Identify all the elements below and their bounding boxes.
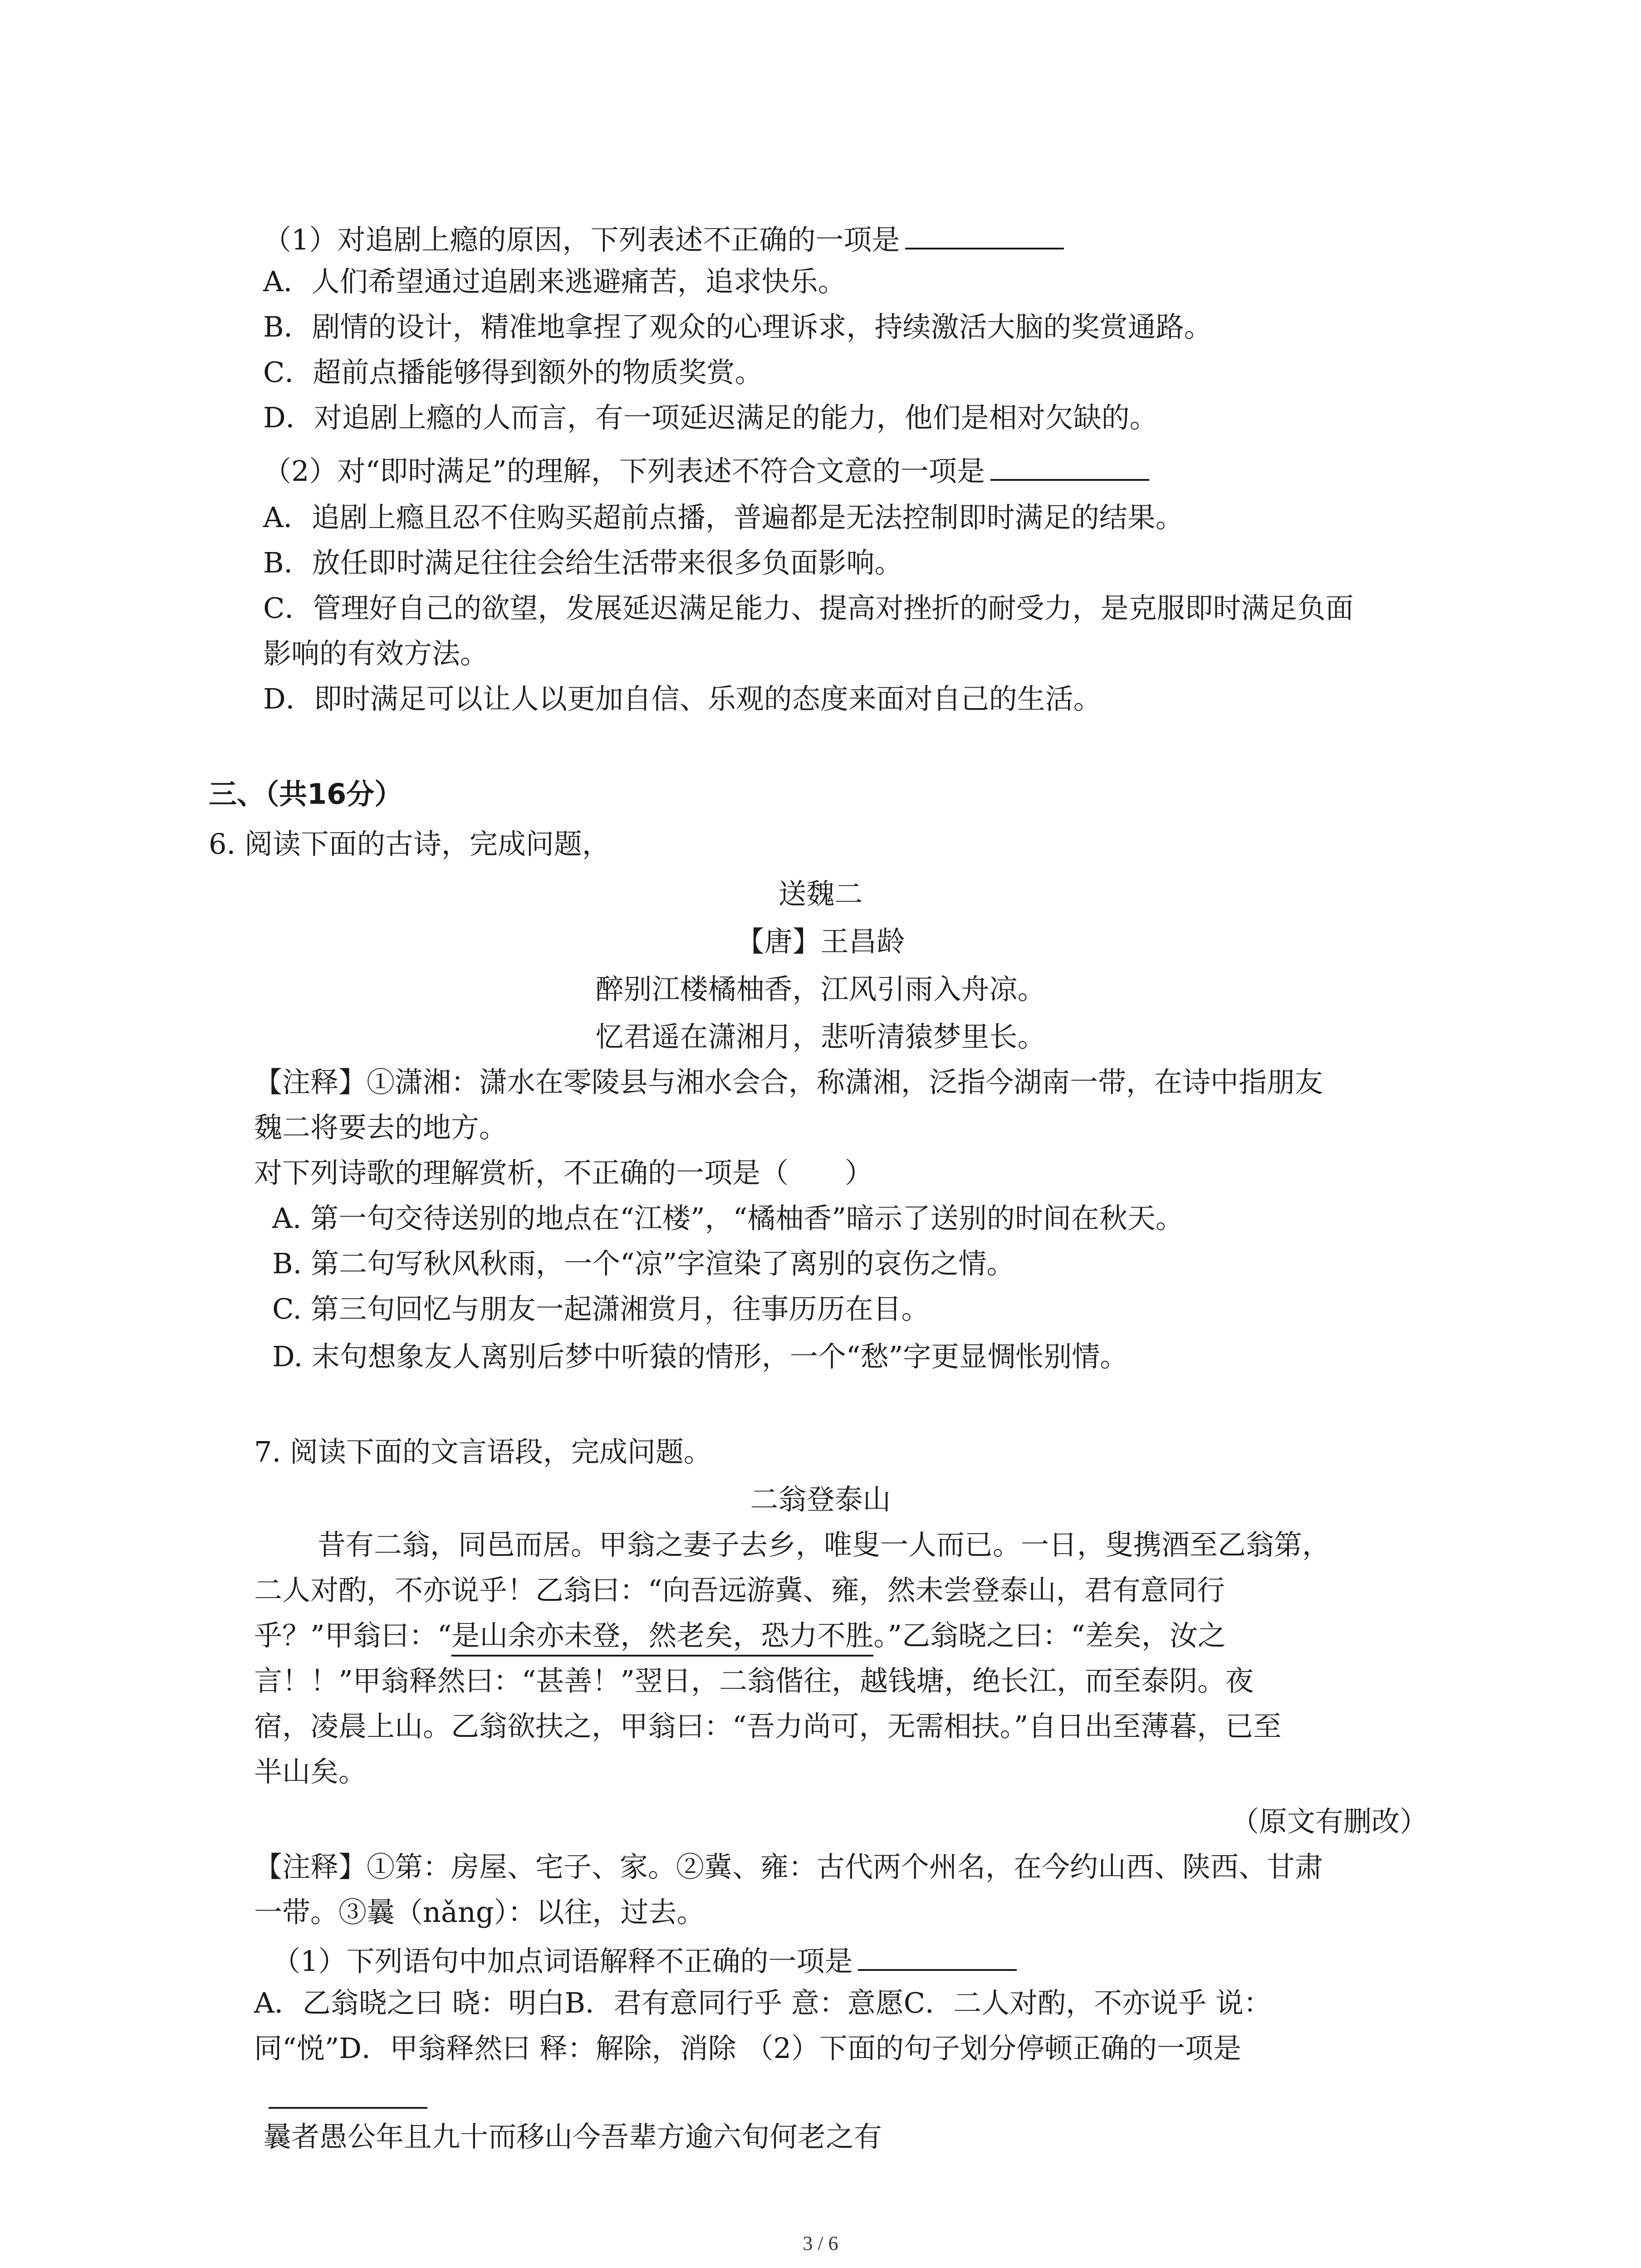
q5-sub2-option-d: D．即时满足可以让人以更加自信、乐观的态度来面对自己的生活。 — [263, 682, 1102, 715]
q6-option-c: C. 第三句回忆与朋友一起潇湘赏月，往事历历在目。 — [272, 1292, 930, 1325]
q7-sub1-stem: （1）下列语句中加点词语解释不正确的一项是 — [272, 1944, 1017, 1975]
underlined-sentence: 是山余亦未登，然老矣，恐力不胜 — [451, 1619, 873, 1657]
q6-question: 对下列诗歌的理解赏析，不正确的一项是（ ） — [254, 1156, 873, 1189]
section-heading: 三、（共16分） — [209, 777, 403, 811]
q7-note-line-2: 一带。③曩（nǎng）：以往，过去。 — [254, 1896, 705, 1929]
q7-stem: 7. 阅读下面的文言语段，完成问题。 — [254, 1435, 712, 1468]
passage-line-3: 乎？”甲翁曰：“是山余亦未登，然老矣，恐力不胜。”乙翁晓之曰：“差矣，汝之 — [254, 1622, 1226, 1650]
q5-sub2-stem: （2）对“即时满足”的理解，下列表述不符合文意的一项是 — [263, 454, 1149, 485]
q5-sub1-option-c: C．超前点播能够得到额外的物质奖赏。 — [263, 356, 763, 389]
q7-sub1-options-line-1: A．乙翁晓之曰 晓：明白B．君有意同行乎 意：意愿C．二人对酌，不亦说乎 说： — [254, 1986, 1272, 2019]
q6-option-a: A. 第一句交待送别的地点在“江楼”，“橘柚香”暗示了送别的时间在秋天。 — [272, 1202, 1184, 1235]
q5-sub1-stem: （1）对追剧上瘾的原因，下列表述不正确的一项是 — [263, 222, 1064, 254]
poem-line-2: 忆君遥在潇湘月，悲听清猿梦里长。 — [595, 1020, 1046, 1053]
answer-blank[interactable] — [858, 1944, 1017, 1971]
page-number: 3 / 6 — [803, 2232, 838, 2254]
q6-note-line-1: 【注释】①潇湘：潇水在零陵县与湘水会合，称潇湘，泛指今湖南一带，在诗中指朋友 — [254, 1066, 1323, 1099]
q5-sub1-option-d: D．对追剧上瘾的人而言，有一项延迟满足的能力，他们是相对欠缺的。 — [263, 401, 1158, 434]
q5-sub2-option-c: C．管理好自己的欲望，发展延迟满足能力、提高对挫折的耐受力，是克服即时满足负面 — [263, 591, 1354, 625]
q6-option-b: B. 第二句写秋风秋雨，一个“凉”字渲染了离别的哀伤之情。 — [272, 1247, 1015, 1280]
q5-sub2-option-b: B．放任即时满足往往会给生活带来很多负面影响。 — [263, 546, 903, 579]
passage-line-4: 言！！”甲翁释然曰：“甚善！”翌日，二翁偕往，越钱塘，绝长江，而至泰阴。夜 — [254, 1664, 1254, 1697]
q5-sub1-option-a: A．人们希望通过追剧来逃避痛苦，追求快乐。 — [263, 265, 846, 298]
passage-line-2: 二人对酌，不亦说乎！乙翁曰：“向吾远游冀、雍，然未尝登泰山，君有意同行 — [254, 1574, 1225, 1607]
passage-line-1: 昔有二翁，同邑而居。甲翁之妻子去乡，唯叟一人而已。一日，叟携酒至乙翁第， — [318, 1528, 1331, 1561]
poem-line-1: 醉别江楼橘柚香，江风引雨入舟凉。 — [595, 973, 1046, 1006]
answer-blank[interactable] — [905, 222, 1064, 249]
answer-blank[interactable] — [269, 2107, 427, 2109]
poem-author: 【唐】王昌龄 — [736, 925, 905, 958]
passage-line-6: 半山矣。 — [254, 1755, 367, 1788]
q6-option-d: D. 末句想象友人离别后梦中听猿的情形，一个“愁”字更显惆怅别情。 — [272, 1340, 1128, 1373]
q5-sub2-option-a: A．追剧上瘾且忍不住购买超前点播，普遍都是无法控制即时满足的结果。 — [263, 501, 1184, 534]
q5-sub1-option-b: B．剧情的设计，精准地拿捏了观众的心理诉求，持续激活大脑的奖赏通路。 — [263, 310, 1212, 343]
q5-sub2-option-c-cont: 影响的有效方法。 — [263, 637, 489, 670]
q7-note-line-1: 【注释】①第：房屋、宅子、家。②冀、雍：古代两个州名，在今约山西、陕西、甘肃 — [254, 1850, 1323, 1883]
source-note: （原文有删改） — [1230, 1805, 1428, 1838]
answer-blank[interactable] — [990, 454, 1149, 481]
passage-line-5: 宿，凌晨上山。乙翁欲扶之，甲翁曰：“吾力尚可，无需相扶。”自日出至薄暮，已至 — [254, 1710, 1282, 1743]
q6-stem: 6. 阅读下面的古诗，完成问题， — [209, 827, 610, 860]
q6-note-line-2: 魏二将要去的地方。 — [254, 1111, 508, 1144]
q7-sub1-options-line-2: 同“悦”D．甲翁释然曰 释：解除，消除 （2）下面的句子划分停顿正确的一项是 — [254, 2032, 1241, 2065]
passage-title: 二翁登泰山 — [750, 1483, 891, 1516]
q7-sub2-sentence: 曩者愚公年且九十而移山今吾辈方逾六旬何老之有 — [263, 2120, 882, 2153]
poem-title: 送魏二 — [778, 877, 863, 910]
